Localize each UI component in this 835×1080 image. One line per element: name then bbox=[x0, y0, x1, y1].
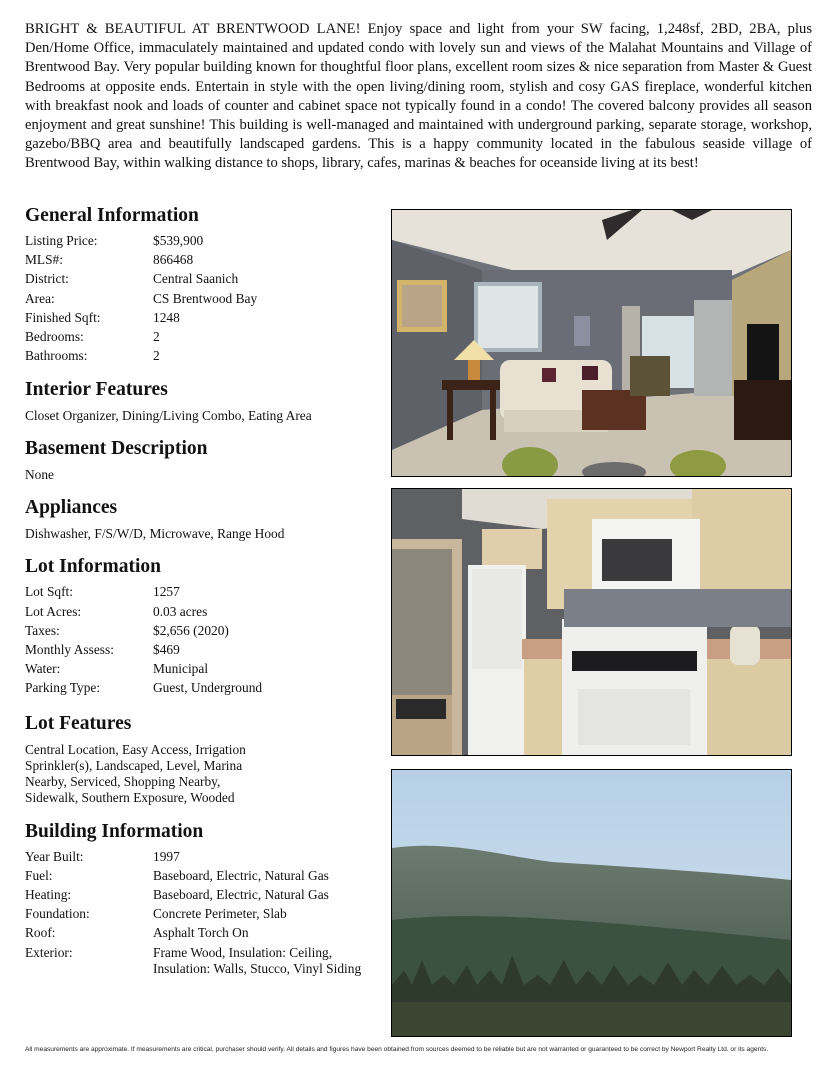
info-label: Lot Acres: bbox=[25, 603, 82, 619]
info-row bbox=[25, 847, 385, 866]
basement-description-text: None bbox=[25, 467, 55, 483]
appliances-heading: Appliances bbox=[25, 497, 118, 519]
info-label: Bathrooms: bbox=[25, 348, 88, 364]
info-row bbox=[25, 308, 385, 327]
info-value: $539,900 bbox=[153, 233, 204, 248]
info-value: Frame Wood, Insulation: Ceiling, Insulation: Walls, Stucco, Vinyl Siding bbox=[153, 944, 362, 976]
info-label: Finished Sqft: bbox=[25, 309, 101, 325]
info-label: MLS#: bbox=[25, 252, 63, 268]
info-value: Municipal bbox=[153, 661, 209, 677]
info-label: Area: bbox=[25, 290, 55, 306]
info-row bbox=[25, 866, 385, 885]
general-information-list bbox=[25, 231, 385, 365]
info-label: District: bbox=[25, 271, 69, 287]
lot-features-heading: Lot Features bbox=[25, 712, 132, 734]
info-row bbox=[25, 289, 385, 308]
info-label: Lot Sqft: bbox=[25, 584, 73, 600]
info-value: $469 bbox=[153, 642, 180, 658]
building-information-list bbox=[25, 847, 385, 977]
info-row bbox=[25, 923, 385, 942]
info-label: Fuel: bbox=[25, 867, 53, 883]
info-value: Baseboard, Electric, Natural Gas bbox=[153, 867, 329, 883]
info-row bbox=[25, 904, 385, 923]
info-row bbox=[25, 327, 385, 346]
info-row bbox=[25, 346, 385, 365]
info-row bbox=[25, 640, 385, 659]
lot-features-text: Central Location, Easy Access, Irrigation Sprinkler(s), Landscaped, Level, Marina Nearby, Serviced, Shopping Nearby, Sidewalk, Southern Exposure, Wooded bbox=[25, 741, 246, 805]
info-value: Baseboard, Electric, Natural Gas bbox=[153, 887, 329, 903]
info-value: Concrete Perimeter, Slab bbox=[153, 906, 287, 922]
info-value: 1248 bbox=[153, 309, 180, 325]
info-row bbox=[25, 621, 385, 640]
info-label: Foundation: bbox=[25, 906, 90, 922]
info-row bbox=[25, 250, 385, 269]
info-label: Year Built: bbox=[25, 848, 84, 864]
info-value: 2 bbox=[153, 329, 160, 345]
lot-information-heading: Lot Information bbox=[25, 556, 161, 578]
building-information-heading: Building Information bbox=[25, 820, 204, 842]
lot-information-list bbox=[25, 582, 385, 697]
basement-description-heading: Basement Description bbox=[25, 438, 208, 460]
info-label: Listing Price: bbox=[25, 233, 98, 248]
info-value: 1257 bbox=[153, 584, 180, 600]
info-label: Roof: bbox=[25, 925, 56, 941]
info-value: $2,656 (2020) bbox=[153, 622, 229, 638]
info-row bbox=[25, 678, 385, 697]
info-value: Guest, Underground bbox=[153, 680, 263, 696]
interior-features-heading: Interior Features bbox=[25, 379, 168, 401]
info-value: CS Brentwood Bay bbox=[153, 290, 258, 306]
info-value: 0.03 acres bbox=[153, 603, 208, 619]
info-row bbox=[25, 885, 385, 904]
interior-features-text: Closet Organizer, Dining/Living Combo, Eating Area bbox=[25, 408, 312, 424]
listing-description: BRIGHT & BEAUTIFUL AT BRENTWOOD LANE! Enjoy space and light from your SW facing, 1,248sf, 2BD, 2BA, plus Den/Home Office, immaculately maintained and updated condo with lovely sun and views of the Malahat Mountains and Village of Brentwood Bay. Very popular building known for thoughtful floor plans, excellent room sizes & nice separation from Master & Guest Bedrooms at opposite ends. Entertain in style with the open living/dining room, stylish and cosy GAS fireplace, wonderful kitchen with breakfast nook and loads of counter and cabinet space not typically found in a condo! The covered balcony provides all season enjoyment and great sunshine! This building is well-managed and maintained with underground parking, separate storage, workshop, gazebo/BBQ area and beautifully landscaped gardens. This is a happy community located in the fabulous seaside village of Brentwood Bay, within walking distance to shops, library, cafes, marinas & beaches for oceanside living at its best! bbox=[25, 21, 812, 172]
disclaimer-footer: All measurements are approximate. If measurements are critical, purchaser should verify. All details and figures have been obtained from sources deemed to be reliable but are not warranted or guaranteed to be correct by Newport Realty Ltd. or its agents. bbox=[25, 1046, 769, 1053]
info-row bbox=[25, 602, 385, 621]
info-label: Water: bbox=[25, 661, 61, 677]
info-value: Asphalt Torch On bbox=[153, 925, 249, 941]
info-value: 1997 bbox=[153, 848, 180, 864]
info-label: Monthly Assess: bbox=[25, 642, 114, 658]
general-information-heading: General Information bbox=[25, 205, 199, 226]
mountain-view-photo bbox=[391, 769, 792, 1037]
info-label: Heating: bbox=[25, 887, 72, 903]
info-row bbox=[25, 231, 385, 250]
info-label: Parking Type: bbox=[25, 680, 101, 696]
info-value: Central Saanich bbox=[153, 271, 239, 287]
info-value: 2 bbox=[153, 348, 160, 364]
info-row bbox=[25, 269, 385, 288]
living-room-photo bbox=[391, 209, 792, 477]
info-label: Taxes: bbox=[25, 622, 60, 638]
info-label: Bedrooms: bbox=[25, 329, 84, 345]
appliances-text: Dishwasher, F/S/W/D, Microwave, Range Hood bbox=[25, 526, 285, 542]
kitchen-photo bbox=[391, 488, 792, 756]
info-row bbox=[25, 659, 385, 678]
info-row bbox=[25, 945, 385, 977]
info-label: Exterior: bbox=[25, 944, 73, 960]
details-column bbox=[25, 204, 385, 977]
info-row bbox=[25, 582, 385, 601]
info-value: 866468 bbox=[153, 252, 194, 268]
